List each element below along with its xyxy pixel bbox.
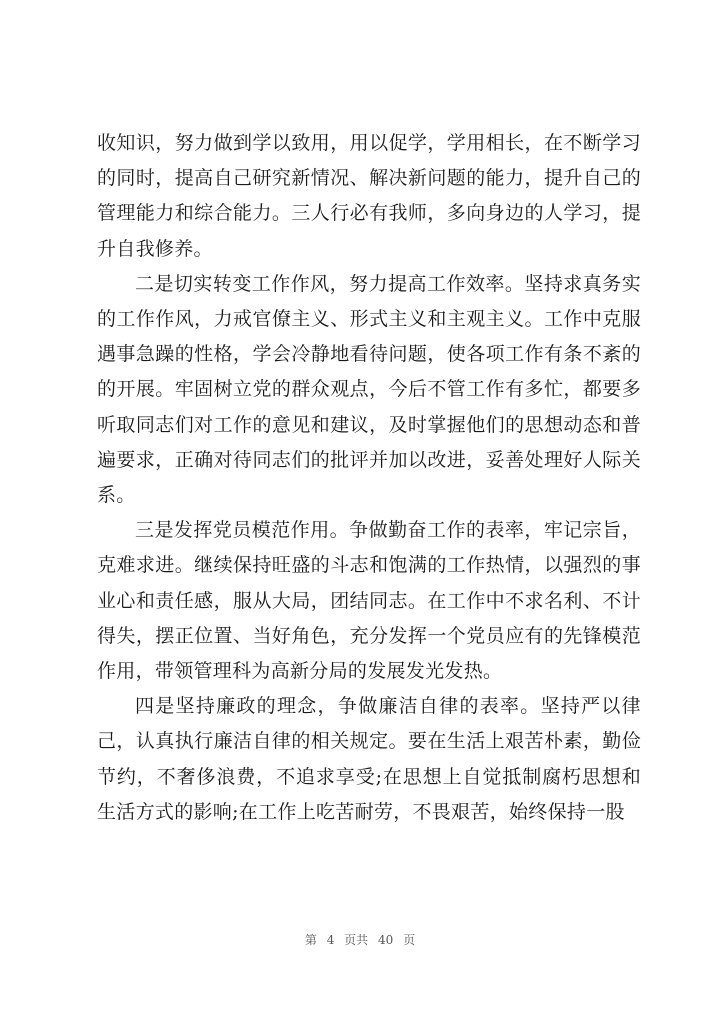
paragraph-4: 四是坚持廉政的理念，争做廉洁自律的表率。坚持严以律己，认真执行廉洁自律的相关规定。要在生活上艰苦朴素，勤俭节约，不奢侈浪费，不追求享受;在思想上自觉抵制腐朽思想和生活方式的影响;在工作上吃苦耐劳，不畏艰苦，始终保持一股 [97, 695, 641, 823]
page-number-label: 第 4 页共 40 页 [304, 933, 416, 947]
paragraph-1: 收知识，努力做到学以致用，用以促学，学用相长，在不断学习的同时，提高自己研究新情况、解决新问题的能力，提升自己的管理能力和综合能力。三人行必有我师，多向身边的人学习，提升自我修养。 [97, 132, 641, 260]
page-footer [0, 931, 720, 948]
paragraph-3: 三是发挥党员模范作用。争做勤奋工作的表率，牢记宗旨，克难求进。继续保持旺盛的斗志和饱满的工作热情，以强烈的事业心和责任感，服从大局，团结同志。在工作中不求名利、不计得失，摆正位置、当好角色，充分发挥一个党员应有的先锋模范作用，带领管理科为高新分局的发展发光发热。 [97, 519, 641, 683]
paragraph-2: 二是切实转变工作作风，努力提高工作效率。坚持求真务实的工作作风，力戒官僚主义、形式主义和主观主义。工作中克服遇事急躁的性格，学会冷静地看待问题，使各项工作有条不紊的的开展。牢固树立党的群众观点，今后不管工作有多忙，都要多听取同志们对工作的意见和建议，及时掌握他们的思想动态和普遍要求，正确对待同志们的批评并加以改进，妥善处理好人际关系。 [97, 272, 641, 507]
document-body [97, 126, 641, 830]
